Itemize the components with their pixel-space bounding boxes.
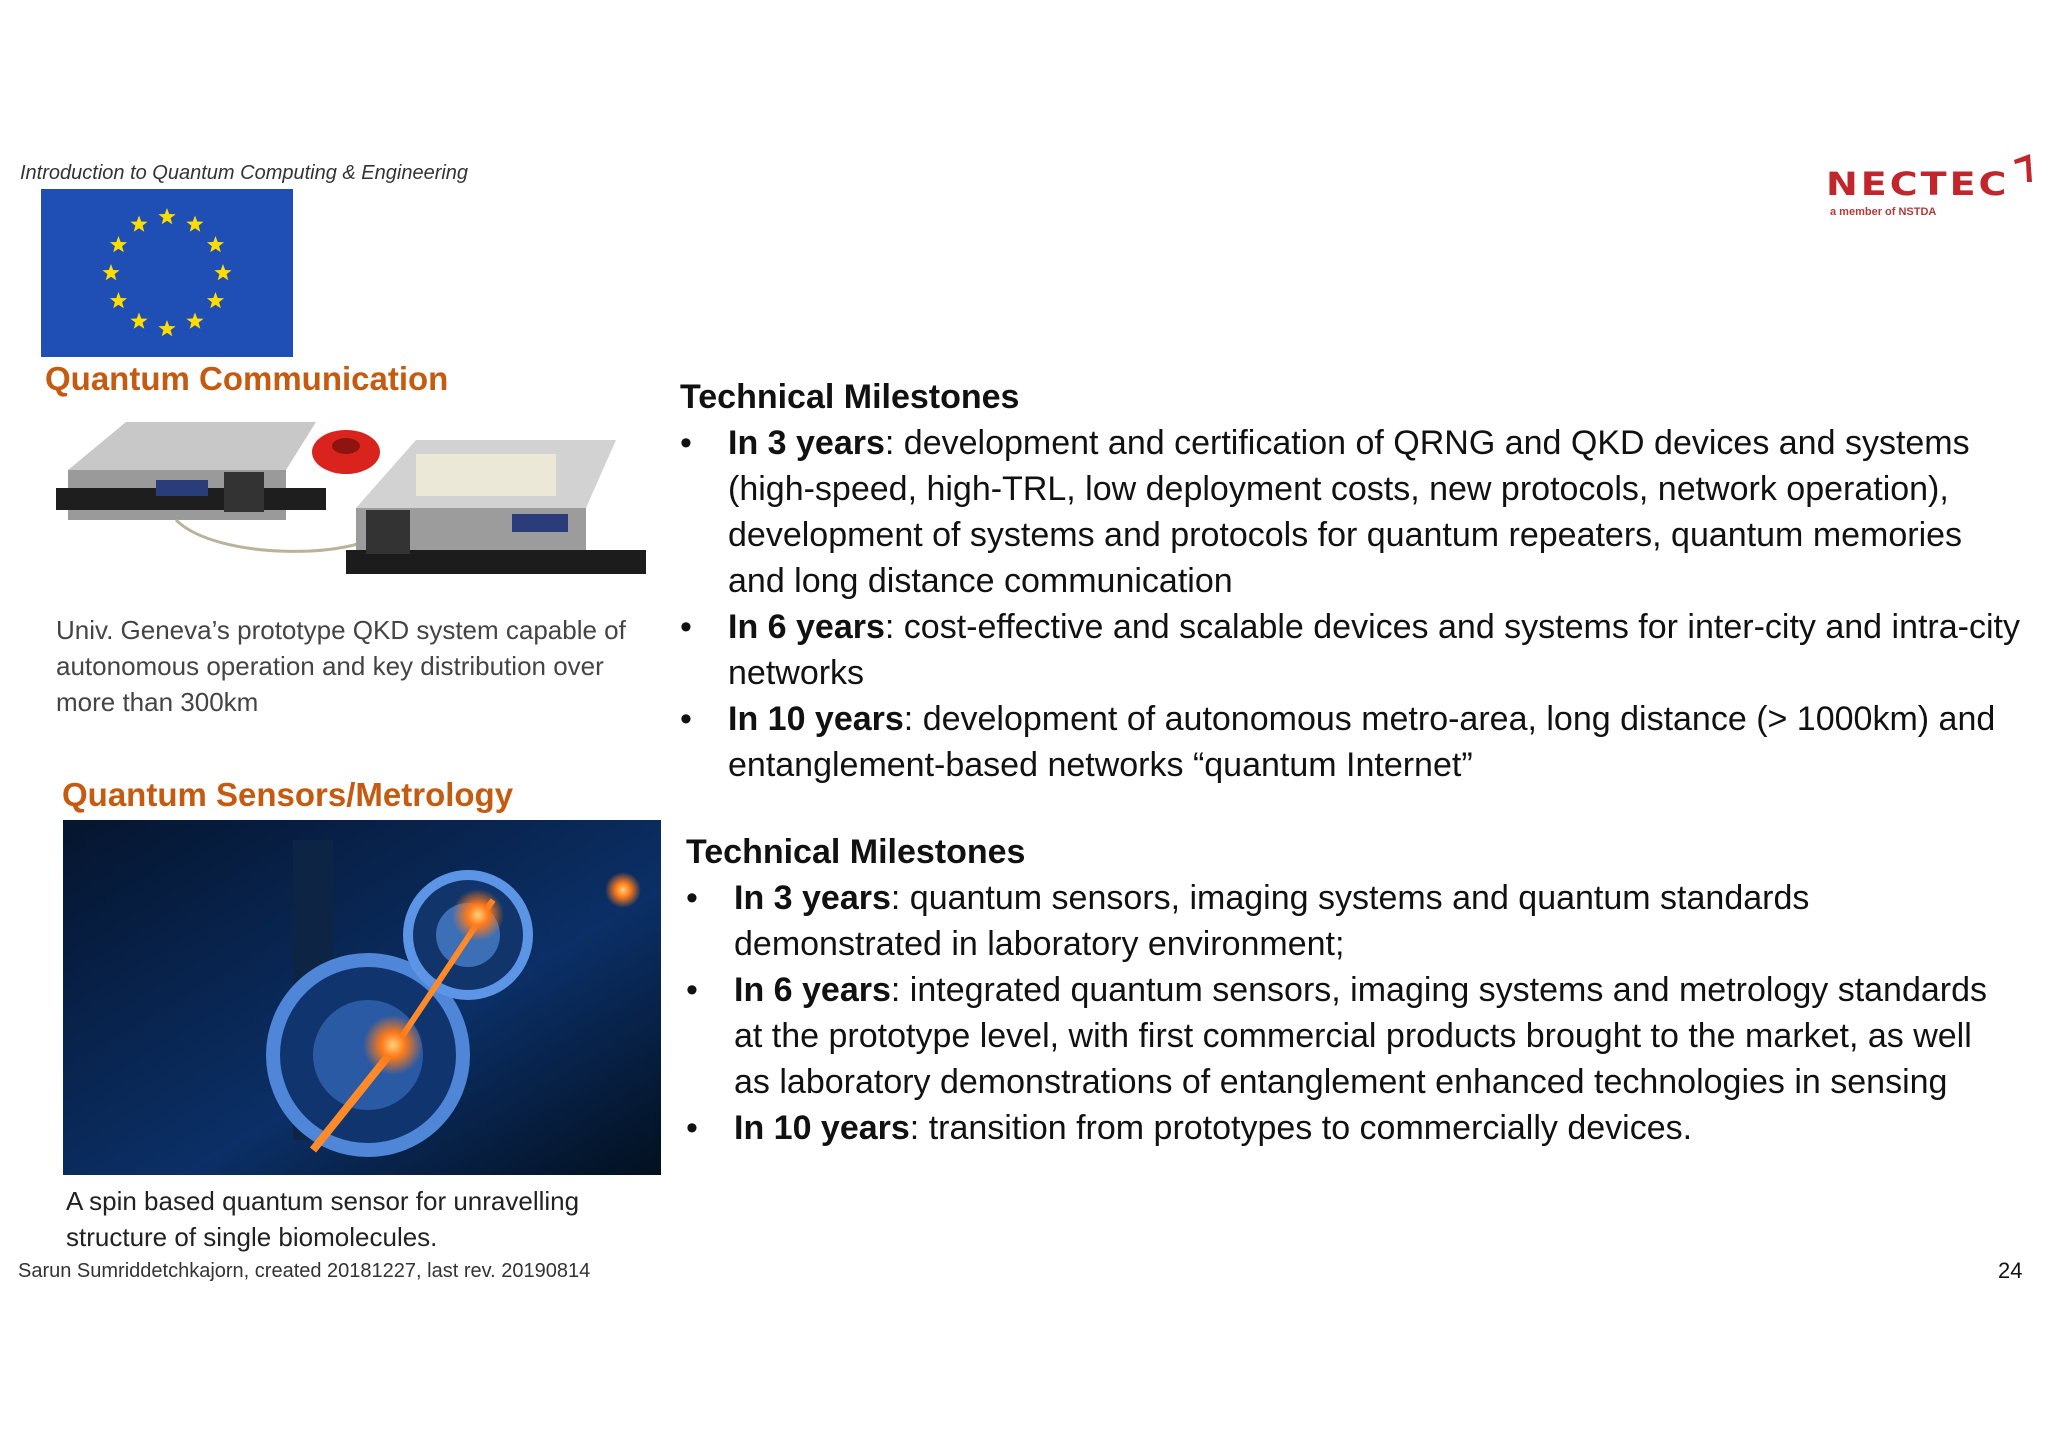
sensors-heading: Quantum Sensors/Metrology (62, 776, 514, 813)
milestone-text: : cost-effective and scalable devices and systems for inter-city and intra-city networks (728, 608, 2020, 692)
star-icon (158, 320, 175, 336)
star-icon (207, 236, 224, 252)
star-icon (186, 313, 203, 329)
sensor-lab-illustration (63, 820, 661, 1175)
milestone-period: In 3 years (728, 424, 885, 462)
star-icon (102, 264, 119, 280)
milestone-text: : integrated quantum sensors, imaging systems and metrology standards at the prototype level, with first commercial products brought to the market, as well as laboratory demonstrations of entanglement enhanced technologies in sensing (734, 971, 1988, 1101)
milestone-period: In 6 years (734, 971, 891, 1009)
communication-caption: Univ. Geneva’s prototype QKD system capable of autonomous operation and key distribution over more than 300km (56, 615, 626, 717)
communication-milestone-list (680, 420, 2020, 788)
milestone-period: In 3 years (734, 879, 891, 917)
milestone-item (686, 967, 2006, 1105)
eu-stars (41, 189, 293, 357)
logo-tagline: a member of NSTDA (1830, 206, 1937, 218)
star-icon (110, 236, 127, 252)
bullet-icon: • (686, 1109, 698, 1147)
sensors-milestone-list (686, 875, 2006, 1151)
communication-milestones (680, 374, 2020, 788)
milestone-text: : development of autonomous metro-area, long distance (> 1000km) and entanglement-based networks “quantum Internet” (728, 700, 1996, 784)
star-icon (110, 292, 127, 308)
bullet-icon: • (680, 700, 692, 738)
eu-flag-icon (41, 189, 293, 357)
milestone-text: : development and certification of QRNG and QKD devices and systems (high-speed, high-TRL, low deployment costs, new protocols, network operation), development of systems and protocols for quantum repeaters, quantum memories and long distance communication (728, 424, 1970, 600)
star-icon (207, 292, 224, 308)
milestone-item (680, 420, 2020, 604)
nectec-logo (1826, 152, 2036, 222)
logo-swoosh-icon (2012, 152, 2036, 192)
bullet-icon: • (680, 424, 692, 462)
milestone-text: : transition from prototypes to commercially devices. (909, 1109, 1693, 1147)
sensors-milestones (686, 829, 2006, 1151)
milestone-item (686, 1105, 2006, 1151)
star-icon (214, 264, 231, 280)
star-icon (130, 313, 147, 329)
star-icon (158, 208, 175, 224)
page-number: 24 (1998, 1258, 2023, 1283)
milestone-item (686, 875, 2006, 967)
milestones-title: Technical Milestones (686, 833, 1026, 871)
milestone-period: In 10 years (728, 700, 904, 738)
sensors-caption: A spin based quantum sensor for unravelling structure of single biomolecules. (66, 1186, 580, 1252)
logo-wordmark: NECTEC (1826, 165, 2010, 203)
course-title: Introduction to Quantum Computing & Engineering (20, 162, 469, 184)
star-icon (130, 216, 147, 232)
star-icon (186, 216, 203, 232)
milestone-item (680, 696, 2020, 788)
milestone-period: In 10 years (734, 1109, 910, 1147)
bullet-icon: • (686, 879, 698, 917)
milestone-item (680, 604, 2020, 696)
milestone-text: : quantum sensors, imaging systems and quantum standards demonstrated in laboratory environment; (734, 879, 1810, 963)
quantum-sensor-photo (63, 820, 661, 1175)
qkd-device-illustration (56, 410, 650, 600)
author-footer: Sarun Sumriddetchkajorn, created 20181227, last rev. 20190814 (18, 1260, 591, 1282)
bullet-icon: • (686, 971, 698, 1009)
milestone-period: In 6 years (728, 608, 885, 646)
bullet-icon: • (680, 608, 692, 646)
qkd-device-photo (56, 410, 650, 600)
communication-heading: Quantum Communication (45, 360, 449, 397)
milestones-title: Technical Milestones (680, 378, 1020, 416)
